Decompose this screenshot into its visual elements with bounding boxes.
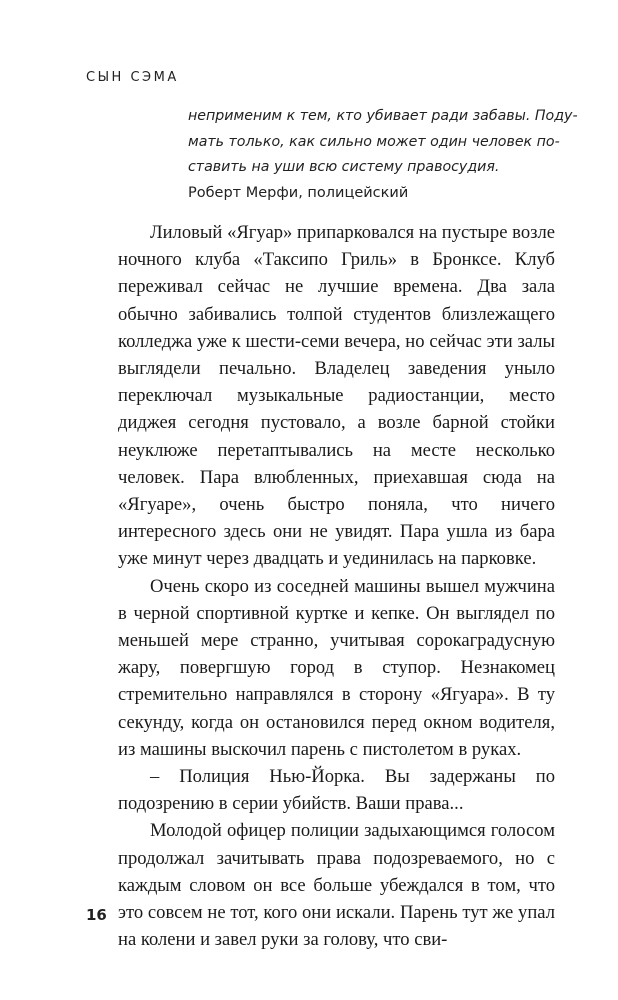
paragraph: Очень скоро из соседней машины вышел мужчина в черной спортивной куртке и кепке. Он выглядел по меньшей мере странно, учитывая сорокаградусную жару, повергшую город в ступор. Незнакомец стремительно направлялся в сторону «Ягуара». В ту секунду, когда он остановился перед окном водителя, из машины выскочил парень с пистолетом в руках.: [118, 575, 555, 760]
paragraph: Молодой офицер полиции задыхающимся голосом продолжал зачитывать права подозреваемого, но с каждым словом он все больше убеждался в том, что это совсем не тот, кого они искали. Парень тут же упал на колени и завел руки за голову, что сви-: [118, 820, 555, 951]
epigraph-quote: [188, 104, 578, 181]
paragraph: Лиловый «Ягуар» припарковался на пустыре возле ночного клуба «Таксипо Гриль» в Бронксе. Клуб переживал сейчас не лучшие времена. Два зала обычно забивались толпой студентов близлежащего колледжа уже к шести-семи вечера, но сейчас эти залы выглядели печально. Владелец заведения уныло переключал музыкальные радиостанции, место диджея сегодня пустовало, а возле барной стойки неуклюже перетаптывались на месте несколько человек. Пара влюбленных, приехавшая сюда на «Ягуаре», очень быстро поняла, что ничего интересного здесь они не увидят. Пара ушла из бара уже минут через двадцать и уединилась на парковке.: [118, 222, 555, 570]
epigraph-line: ставить на уши всю систему правосудия.: [188, 159, 500, 175]
page-number: 16: [86, 906, 107, 924]
running-head: СЫН СЭМА: [86, 70, 179, 85]
epigraph-author: Роберт Мерфи, полицейский: [188, 184, 409, 201]
body-text: [118, 219, 555, 953]
epigraph-line: мать только, как сильно может один человек по-: [188, 133, 560, 150]
epigraph: [188, 104, 578, 206]
paragraph: – Полиция Нью-Йорка. Вы задержаны по подозрению в серии убийств. Ваши права...: [118, 766, 555, 815]
epigraph-line: неприменим к тем, кто убивает ради забавы. Поду-: [188, 108, 578, 124]
